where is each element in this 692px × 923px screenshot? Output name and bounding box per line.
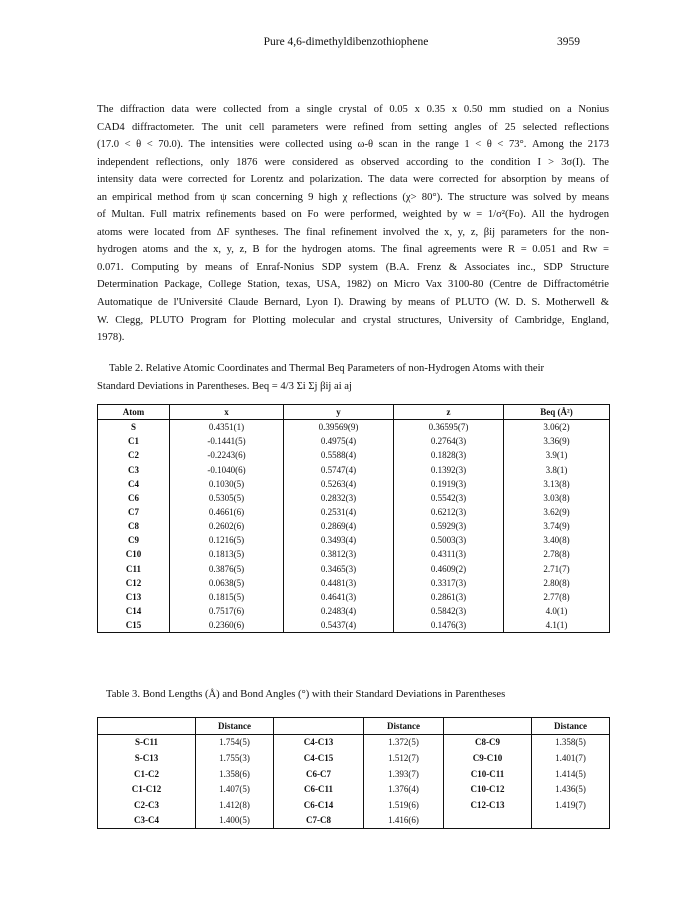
cell-y: 0.5588(4) xyxy=(284,448,394,462)
cell-x: 0.4351(1) xyxy=(170,420,284,435)
cell-atom: S xyxy=(98,420,170,435)
cell-beq: 3.8(1) xyxy=(504,463,610,477)
cell-y: 0.4975(4) xyxy=(284,434,394,448)
cell-atom: C6 xyxy=(98,491,170,505)
cell-atom: C12 xyxy=(98,576,170,590)
paragraph-line: The diffraction data were collected from a single crystal of 0.05 x 0.35 x 0.50 mm studied on a Nonius xyxy=(97,104,609,115)
cell-distance: 1.414(5) xyxy=(532,766,610,782)
paragraph-line: of Multan. Full matrix refinements based on Fo were performed, weighted by w = 1/σ²(Fo). All the hydrogen xyxy=(97,209,609,221)
cell-distance: 1.436(5) xyxy=(532,781,610,797)
cell-z: 0.1828(3) xyxy=(394,448,504,462)
table-row xyxy=(98,477,610,491)
cell-beq: 2.80(8) xyxy=(504,576,610,590)
paragraph-line: (17.0 < θ < 70.0). The intensities were collected using ω-θ scan in the range 1 < θ < 73°. Among the 2173 xyxy=(97,139,609,151)
cell-bond: C12-C13 xyxy=(444,797,532,813)
caption-line: Table 3. Bond Lengths (Å) and Bond Angles (°) with their Standard Deviations in Parentheses xyxy=(106,689,506,700)
cell-z: 0.4609(2) xyxy=(394,562,504,576)
col-header-z: z xyxy=(394,405,504,420)
table-row xyxy=(98,420,610,435)
cell-distance: 1.372(5) xyxy=(364,734,444,750)
cell-bond: C6-C7 xyxy=(274,766,364,782)
cell-beq: 3.36(9) xyxy=(504,434,610,448)
cell-bond: C10-C12 xyxy=(444,781,532,797)
cell-distance: 1.755(3) xyxy=(196,750,274,766)
cell-y: 0.3812(3) xyxy=(284,547,394,561)
cell-y: 0.2869(4) xyxy=(284,519,394,533)
cell-bond: S-C11 xyxy=(98,734,196,750)
running-title: Pure 4,6-dimethyldibenzothiophene xyxy=(263,36,429,48)
cell-z: 0.1392(3) xyxy=(394,463,504,477)
table-row xyxy=(98,797,610,813)
cell-x: 0.1216(5) xyxy=(170,533,284,547)
atomic-coordinates-table xyxy=(97,404,610,633)
cell-beq: 4.1(1) xyxy=(504,618,610,633)
paragraph-line: 1978). xyxy=(97,332,125,344)
col-header-atom: Atom xyxy=(98,405,170,420)
table-row xyxy=(98,562,610,576)
paragraph-line: W. Clegg, PLUTO Program for Plotting molecular and crystal structures, University of Cambridge, England, xyxy=(97,314,609,326)
paragraph-line: CAD4 diffractometer. The unit cell parameters were refined from setting angles of 25 selected reflections xyxy=(97,121,609,133)
table-row xyxy=(98,491,610,505)
cell-bond: C6-C11 xyxy=(274,781,364,797)
table3-caption xyxy=(106,686,618,704)
cell-distance: 1.407(5) xyxy=(196,781,274,797)
table-row xyxy=(98,463,610,477)
cell-bond: S-C13 xyxy=(98,750,196,766)
cell-y: 0.2483(4) xyxy=(284,604,394,618)
table2-caption xyxy=(97,360,609,395)
cell-bond xyxy=(444,813,532,829)
table-row xyxy=(98,448,610,462)
cell-atom: C10 xyxy=(98,547,170,561)
cell-x: 0.5305(5) xyxy=(170,491,284,505)
cell-x: 0.1813(5) xyxy=(170,547,284,561)
col-header-y: y xyxy=(284,405,394,420)
col-header-beq: Beq (Å²) xyxy=(504,405,610,420)
table-row xyxy=(98,750,610,766)
running-header xyxy=(0,36,692,52)
table-row xyxy=(98,618,610,633)
cell-bond: C2-C3 xyxy=(98,797,196,813)
cell-z: 0.5003(3) xyxy=(394,533,504,547)
table-row xyxy=(98,547,610,561)
cell-atom: C7 xyxy=(98,505,170,519)
cell-distance: 1.358(5) xyxy=(532,734,610,750)
cell-distance: 1.519(6) xyxy=(364,797,444,813)
cell-bond: C4-C15 xyxy=(274,750,364,766)
cell-atom: C14 xyxy=(98,604,170,618)
table-row xyxy=(98,434,610,448)
table-row xyxy=(98,734,610,750)
cell-distance: 1.754(5) xyxy=(196,734,274,750)
cell-beq: 4.0(1) xyxy=(504,604,610,618)
cell-bond: C8-C9 xyxy=(444,734,532,750)
cell-z: 0.2764(3) xyxy=(394,434,504,448)
page-number: 3959 xyxy=(557,36,580,48)
cell-y: 0.4481(3) xyxy=(284,576,394,590)
table-row xyxy=(98,505,610,519)
cell-y: 0.2832(3) xyxy=(284,491,394,505)
cell-beq: 2.71(7) xyxy=(504,562,610,576)
cell-atom: C1 xyxy=(98,434,170,448)
paragraph-line: independent reflections, only 1876 were considered as observed according to the condition I > 3σ(I). The xyxy=(97,156,609,168)
cell-x: 0.4661(6) xyxy=(170,505,284,519)
cell-bond: C10-C11 xyxy=(444,766,532,782)
paragraph-line: hydrogen atoms and the x, y, z, B for the hydrogen atoms. The final agreements were R = 0.051 and Rw = xyxy=(97,244,609,256)
cell-z: 0.4311(3) xyxy=(394,547,504,561)
cell-x: 0.2360(6) xyxy=(170,618,284,633)
cell-beq: 3.40(8) xyxy=(504,533,610,547)
col-header-x: x xyxy=(170,405,284,420)
cell-x: -0.2243(6) xyxy=(170,448,284,462)
cell-bond: C9-C10 xyxy=(444,750,532,766)
cell-z: 0.6212(3) xyxy=(394,505,504,519)
caption-line: Table 2. Relative Atomic Coordinates and Thermal Beq Parameters of non-Hydrogen Atoms with their xyxy=(109,363,545,374)
table-row xyxy=(98,590,610,604)
cell-z: 0.36595(7) xyxy=(394,420,504,435)
cell-atom: C9 xyxy=(98,533,170,547)
table-row xyxy=(98,576,610,590)
col-header-bond xyxy=(444,718,532,735)
cell-y: 0.5263(4) xyxy=(284,477,394,491)
paragraph-line: Determination Package, College Station, texas, USA, 1982) on Micro Vax 3100-80 (Centre de Diffractométrie xyxy=(97,279,609,291)
cell-distance: 1.400(5) xyxy=(196,813,274,829)
table-row xyxy=(98,781,610,797)
cell-beq: 2.77(8) xyxy=(504,590,610,604)
col-header-distance: Distance xyxy=(196,718,274,735)
table-row xyxy=(98,604,610,618)
cell-bond: C3-C4 xyxy=(98,813,196,829)
cell-y: 0.2531(4) xyxy=(284,505,394,519)
paragraph-line: an empirical method from ψ scan concerning 9 high χ reflections (χ> 80°). The structure was solved by means xyxy=(97,191,609,203)
bond-lengths-table xyxy=(97,717,610,829)
cell-beq: 3.03(8) xyxy=(504,491,610,505)
cell-atom: C2 xyxy=(98,448,170,462)
cell-distance: 1.401(7) xyxy=(532,750,610,766)
cell-bond: C1-C12 xyxy=(98,781,196,797)
cell-z: 0.5929(3) xyxy=(394,519,504,533)
cell-atom: C4 xyxy=(98,477,170,491)
cell-beq: 3.13(8) xyxy=(504,477,610,491)
cell-x: 0.7517(6) xyxy=(170,604,284,618)
cell-atom: C3 xyxy=(98,463,170,477)
cell-distance: 1.419(7) xyxy=(532,797,610,813)
caption-line: Standard Deviations in Parentheses. Beq = 4/3 Σi Σj βij ai aj xyxy=(97,380,352,392)
cell-z: 0.3317(3) xyxy=(394,576,504,590)
cell-x: 0.2602(6) xyxy=(170,519,284,533)
experimental-paragraph xyxy=(97,101,609,347)
cell-beq: 3.06(2) xyxy=(504,420,610,435)
table-row xyxy=(98,533,610,547)
cell-y: 0.4641(3) xyxy=(284,590,394,604)
cell-distance: 1.376(4) xyxy=(364,781,444,797)
cell-atom: C13 xyxy=(98,590,170,604)
cell-bond: C7-C8 xyxy=(274,813,364,829)
cell-z: 0.5842(3) xyxy=(394,604,504,618)
cell-atom: C15 xyxy=(98,618,170,633)
cell-bond: C6-C14 xyxy=(274,797,364,813)
cell-z: 0.5542(3) xyxy=(394,491,504,505)
cell-distance: 1.358(6) xyxy=(196,766,274,782)
cell-beq: 2.78(8) xyxy=(504,547,610,561)
col-header-bond xyxy=(98,718,196,735)
table-row xyxy=(98,766,610,782)
col-header-bond xyxy=(274,718,364,735)
cell-x: 0.3876(5) xyxy=(170,562,284,576)
cell-y: 0.5747(4) xyxy=(284,463,394,477)
cell-beq: 3.9(1) xyxy=(504,448,610,462)
cell-distance: 1.416(6) xyxy=(364,813,444,829)
cell-bond: C1-C2 xyxy=(98,766,196,782)
cell-y: 0.3465(3) xyxy=(284,562,394,576)
cell-distance: 1.412(8) xyxy=(196,797,274,813)
cell-z: 0.2861(3) xyxy=(394,590,504,604)
cell-z: 0.1919(3) xyxy=(394,477,504,491)
table-row xyxy=(98,519,610,533)
cell-x: 0.1815(5) xyxy=(170,590,284,604)
cell-x: 0.1030(5) xyxy=(170,477,284,491)
paragraph-line: Automatique de l'Université Claude Bernard, Lyon I). Drawing by means of PLUTO (W. D. S. Motherwell & xyxy=(97,297,609,309)
paragraph-line: intensity data were corrected for Lorentz and polarization. The data were corrected for absorption by means of xyxy=(97,174,609,186)
cell-beq: 3.74(9) xyxy=(504,519,610,533)
col-header-distance: Distance xyxy=(364,718,444,735)
cell-y: 0.39569(9) xyxy=(284,420,394,435)
cell-atom: C11 xyxy=(98,562,170,576)
table-row xyxy=(98,813,610,829)
cell-distance xyxy=(532,813,610,829)
cell-x: -0.1441(5) xyxy=(170,434,284,448)
cell-beq: 3.62(9) xyxy=(504,505,610,519)
paragraph-line: 0.071. Computing by means of Enraf-Nonius SDP system (B.A. Frenz & Associates inc., SDP Structure xyxy=(97,261,609,273)
cell-distance: 1.393(7) xyxy=(364,766,444,782)
cell-y: 0.3493(4) xyxy=(284,533,394,547)
cell-bond: C4-C13 xyxy=(274,734,364,750)
cell-y: 0.5437(4) xyxy=(284,618,394,633)
cell-x: -0.1040(6) xyxy=(170,463,284,477)
col-header-distance: Distance xyxy=(532,718,610,735)
cell-atom: C8 xyxy=(98,519,170,533)
cell-x: 0.0638(5) xyxy=(170,576,284,590)
paragraph-line: atoms were located from ΔF syntheses. The final refinement involved the x, y, z, βij parameters for the non- xyxy=(97,226,609,238)
cell-z: 0.1476(3) xyxy=(394,618,504,633)
cell-distance: 1.512(7) xyxy=(364,750,444,766)
